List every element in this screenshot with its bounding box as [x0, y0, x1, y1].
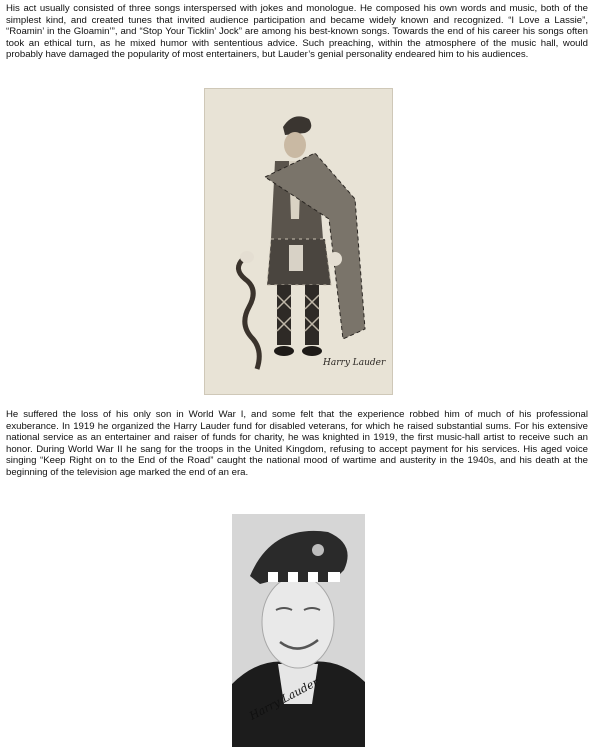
paragraph-1: His act usually consisted of three songs interspersed with jokes and monologue. He composed his own words and music, both of the simplest kind, and created tunes that invited audience participation and became widely known and recognized. “I Love a Lassie”, “Roamin’ in the Gloamin’”, and “Stop Your Ticklin’ Jock” are among his best-known songs. Towards the end of his career his songs often took an ethical turn, as he mixed humor with sententious advice. Such preaching, within the atmosphere of the music hall, would probably have damaged the popularity of most entertainers, but Lauder’s genial personality endeared him to his audiences. [6, 3, 588, 61]
photo-harry-lauder-portrait [232, 514, 365, 747]
paragraph-2: He suffered the loss of his only son in World War I, and some felt that the experience robbed him of much of his professional exuberance. In 1919 he organized the Harry Lauder fund for disabled veterans, for which he raised substantial sums. For his extensive national service as an entertainer and raiser of funds for charity, he was knighted in 1919, the first music-hall artist to receive such an honor. During World War II he sang for the troops in the United Kingdom, refusing to accept payment for his services. His aged voice singing “Keep Right on to the End of the Road” caught the national mood of wartime and austerity in the 1940s, and his death at the beginning of the television age marked the end of an era. [6, 409, 588, 478]
photo-harry-lauder-kilt [204, 88, 393, 395]
photo2-signature: Harry Lauder [247, 675, 321, 723]
photo1-signature: Harry Lauder [323, 358, 386, 368]
